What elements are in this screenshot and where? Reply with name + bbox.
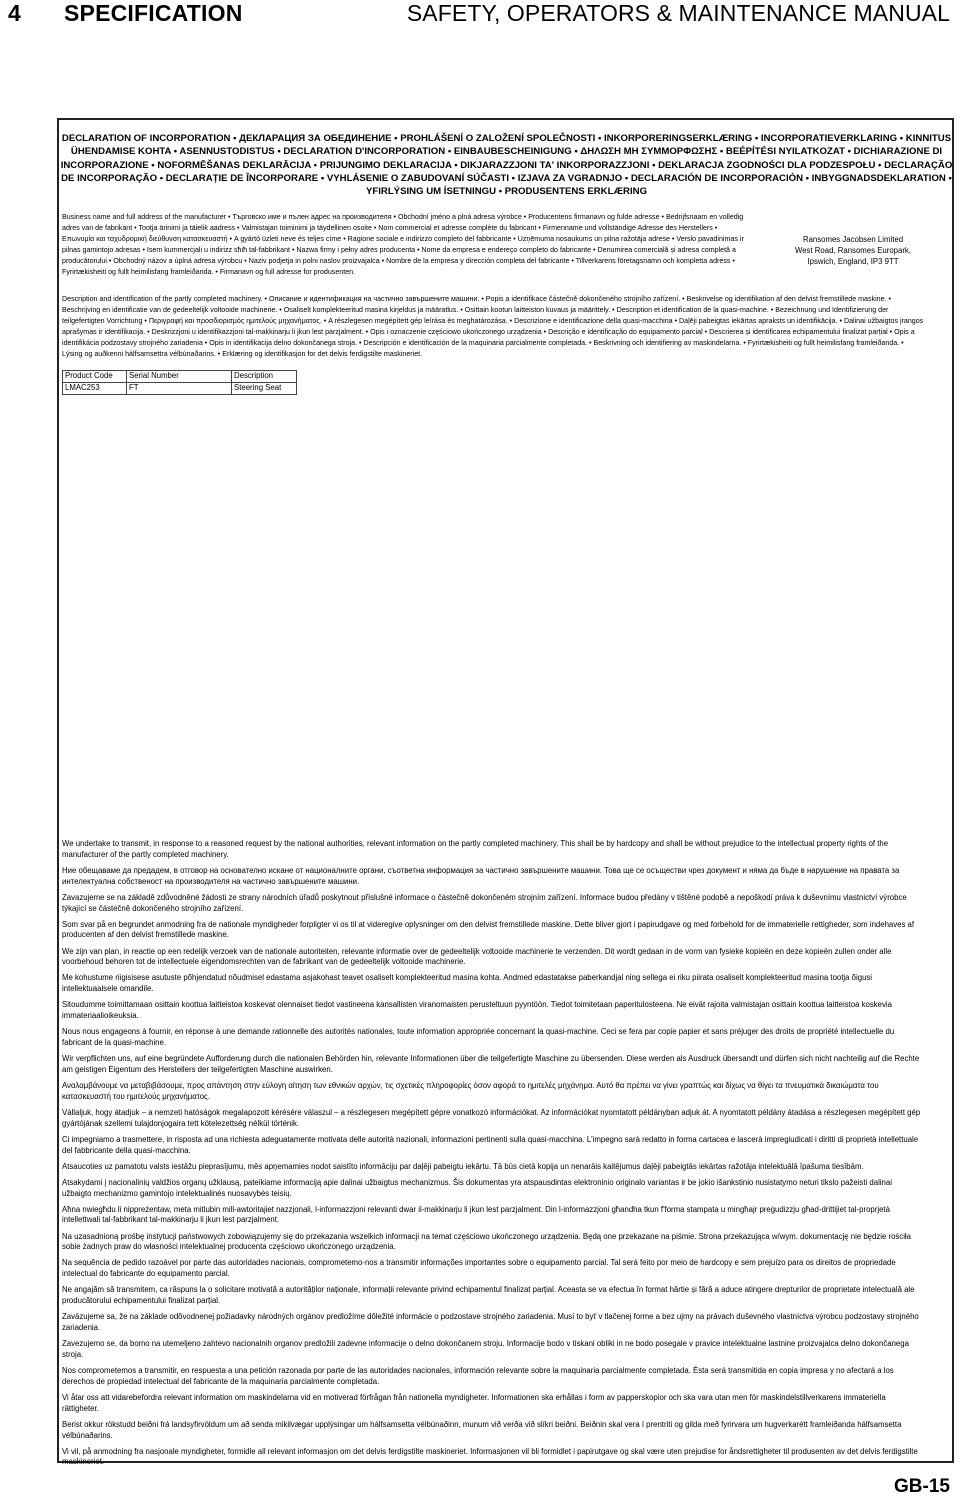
statement-sv: Vi åtar oss att vidarebefordra relevant information om maskindelarna vid en motiverad förfrågan från nationella myndigheter. Informationen ska erhållas i form av papperskopior och ska vara utan men för maskindelstillverkarens immateriella rättigheter. bbox=[62, 1392, 886, 1413]
header-product-code: Product Code bbox=[63, 371, 127, 383]
manufacturer-address bbox=[772, 235, 934, 267]
statement-bg: Ние обещаваме да предадем, в отговор на основателно искане от националните органи, съответна информация за частично завършените машини. Това ще се осъществи чрез документ и няма да бъде в нарушение на правата за интелектуална собственост на производителя на частично завършените машини. bbox=[62, 865, 900, 886]
statement-es: Nos comprometemos a transmitir, en respuesta a una petición razonada por parte de las autoridades nacionales, información relevante sobre la maquinaria parcialmente completada. Ésta será transmitida en copia impresa y no afectará a los derechos de propiedad intelectual del fabricante de la maquinaria parcialmente completada. bbox=[62, 1366, 894, 1386]
statement-hu: Vállaljuk, hogy átadjuk – a nemzeti hatóságok megalapozott kérésére válaszul – a részlegesen megépített gépre vonatkozó információkat. Az információkat nyomtatott példányban adjuk át. A nyomtatott példány átadása a részlegesen megépített gép gyártójának szellemi tulajdonjogaira tett kötelezettség nélkül történik. bbox=[62, 1107, 921, 1128]
statement-fr: Nous nous engageons à fournir, en réponse à une demande rationnelle des autorités nationales, toute information appropriée concernant la quasi-machine. Ceci se fera par copie papier et sans préjuger des droits de propriété intellectuelle du fabricant de la quasi-machine. bbox=[62, 1027, 895, 1048]
statement-en: We undertake to transmit, in response to a reasoned request by the national authorities, relevant information on the partly completed machinery. This shall be by hardcopy and shall be without prejudice to the intellectual property rights of the manufacturer of the partly completed machinery. bbox=[62, 839, 889, 859]
statement-sl: Zavezujemo se, da bomo na utemeljeno zahtevo nacionalnih organov predložili zadevne informacije o delno dokončanem stroju. Informacije bodo v tiskani obliki in ne bodo posegale v pravice intelektualne lastnine proizvajalca delno dokončanega stroja. bbox=[62, 1339, 909, 1359]
statement-et: Me kohustume riigisisese asutuste põhjendatud nõudmisel edastama asjakohast teavet osaliselt komplekteeritud masina kohta. Andmed edastatakse paberkandjal ning sellega ei riku piirata osaliselt komplekteeritud masina tootja õigusi intellektuaalsele omandile. bbox=[62, 973, 873, 994]
section-title: SPECIFICATION bbox=[64, 0, 243, 26]
cell-description: Steering Seat bbox=[232, 383, 297, 395]
cell-serial-number: FT bbox=[127, 383, 232, 395]
page-number: GB-15 bbox=[894, 1476, 950, 1497]
table-row bbox=[63, 383, 297, 395]
statement-sk: Zaväzujeme sa, že na základe odôvodnenej požiadavky národných orgánov predložíme dôležité informácie o podzostave strojného zariadenia. Musí to byť v tlačenej forme a bez ujmy na právach duševného vlastníctva výrobcu podzostavy strojného zariadenia. bbox=[62, 1312, 919, 1333]
statement-el: Αναλαμβάνουμε να μεταβιβάσουμε, προς απάντηση στην εύλογη αίτηση των εθνικών αρχών, τις σχετικές πληροφορίες όσον αφορά το ημιτελές μηχάνημα. Αυτό θα πρέπει να γίνει γραπτώς και δίχως να θίγει τα πνευματικά δικαιώματα του κατασκευαστή του ημιτελούς μηχανήματος. bbox=[62, 1081, 879, 1101]
address-line: Ipswich, England, IP3 9TT bbox=[807, 256, 899, 266]
statements-list bbox=[62, 839, 922, 1474]
statement-de: Wir verpflichten uns, auf eine begründete Aufforderung durch die nationalen Behörden hin, relevante Informationen über die teilgefertigte Maschine zu übersenden. Diese werden als Ausdruck übersandt und dürfen sich nicht nachteilig auf die Rechte am geistigen Eigentum des Herstellers der teilgefertigten Maschine auswirken. bbox=[62, 1054, 920, 1074]
cell-product-code: LMAC253 bbox=[63, 383, 127, 395]
statement-lt: Atsakydami į nacionalinių valdžios organų užklausą, pateikiame informaciją apie dalinai užbaigtus mechanizmus. Šis dokumentas yra atspausdintas elektroninio originalo variantas ir be jokio išankstinio nusistatymo neturi tikslo pažeisti dalinai užbaigto mechanizmo gamintojo intelektualinės nuosavybės teisių. bbox=[62, 1177, 892, 1198]
manual-title: SAFETY, OPERATORS & MAINTENANCE MANUAL bbox=[406, 0, 950, 26]
section-number: 4 bbox=[8, 0, 21, 26]
page-header bbox=[0, 0, 960, 30]
manufacturer-label: Business name and full address of the manufacturer • Търговско име и пълен адрес на производителя • Obchodní jméno a plná adresa výrobce • Producentens firmanavn og fulde adresse • Bedrijfsnaam en volledig adres van de fabrikant • Tootja ärinimi ja täielik aadress • Valmistajan toiminimi ja täydellinen osoite • Nom commercial et adresse complète du fabricant • Firmenname und vollständige Adresse des Herstellers • Επωνυμία και ταχυδρομική διεύθυνση κατασκευαστή • A gyártó üzleti neve és teljes címe • Ragione sociale e indirizzo completo del fabbricante • Uzņēmuma nosaukums un pilna ražotāja adrese • Verslo pavadinimas ir pilnas gamintojo adresas • Isem kummerċjali u indirizz sħiħ tal-fabbrikant • Nazwa firmy i pełny adres producenta • Nome da empresa e endereço completo do fabricante • Denumirea comercială și adresa completă a producătorului • Obchodný názov a úplná adresa výrobcu • Naziv podjetja in polni naslov proizvajalca • Nombre de la empresa y dirección completa del fabricante • Tillverkarens företagsnamn och kompletta adress • Fyrirtækisheiti og fullt heimilisfang framleiðanda. • Firmanavn og full adresse for produsenten. bbox=[62, 213, 744, 276]
declaration-title: DECLARATION OF INCORPORATION • ДЕКЛАРАЦИЯ ЗА ОБЕДИНЕНИЕ • PROHLÁŠENÍ O ZALOŽENÍ SPOLEČNOSTI • INKORPORERINGSERKLÆRING • INCORPORATIEVERKLARING • KINNITUS ÜHENDAMISE KOHTA • ASENNUSTODISTUS • DECLARATION D'INCORPORATION • EINBAUBESCHEINIGUNG • ΔΗΛΩΣΗ ΜΗ ΣΥΜΜΟΡΦΩΣΗΣ • BEÉPÍTÉSI NYILATKOZAT • DICHIARAZIONE DI INCORPORAZIONE • NOFORMĒŠANAS DEKLARĀCIJA • PRIJUNGIMO DEKLARACIJA • DIKJARAZZJONI TA' INKORPORAZZJONI • DEKLARACJA ZGODNOŚCI DLA PODZESPOŁU • DECLARAÇÃO DE INCORPORAÇÃO • DECLARAȚIE DE ÎNCORPORARE • VYHLÁSENIE O ZABUDOVANÍ SÚČASTI • IZJAVA ZA VGRADNJO • DECLARACIÓN DE INCORPORACIÓN • INBYGGNADSDEKLARATION • YFIRLÝSING UM ÍSETNINGU • PRODUSENTENS ERKLÆRING bbox=[60, 133, 953, 198]
statement-nl: We zijn van plan, in reactie op een redelijk verzoek van de nationale autoriteiten, relevante informatie over de gedeeltelijk voltooide machinerie te verzenden. Dit wordt gedaan in de vorm van fysieke kopieën en deze kopieën zullen onder alle voorbehoud behoren tot de intellectuele eigendomsrechten van de fabrikant van de gedeeltelijk voltooide machinerie. bbox=[62, 946, 892, 967]
statement-ro: Ne angajăm să transmitem, ca răspuns la o solicitare motivată a autorităților naționale, informații relevante privind echipamentul finalizat parțial. Aceasta se va efectua în format hârtie și fără a aduce atingere drepturilor de proprietate intelectuală ale producătorului echipamentului finalizat parțial. bbox=[62, 1285, 915, 1306]
statement-pl: Na uzasadnioną prośbę instytucji państwowych zobowiązujemy się do przekazania wszelkich informacji na temat częściowo ukończonego urządzenia. Będą one przekazane na piśmie. Strona przekazująca w/wym. dokumentację nie będzie rościła sobie żadnych praw do własności intelektualnej producenta częściowo ukończonego urządzenia. bbox=[62, 1231, 912, 1252]
statement-fi: Sitoudumme toimittamaan osittain koottua laitteistoa koskevat olennaiset tiedot vastineena kansallisten viranomaisten perusteltuun pyyntöön. Tiedot toimitetaan paperitulosteena. Ne eivät rajoita valmistajan osittain koottua laitteistoa koskevia immateriaalioikeuksia. bbox=[62, 1000, 892, 1021]
statement-pt: Na sequência de pedido razoável por parte das autoridades nacionais, comprometemo-nos a transmitir informações importantes sobre o equipamento parcial. Tal será feito por meio de hardcopy e sem prejuízo para os direitos de propriedade intelectual do fabricante do equipamento parcial. bbox=[62, 1258, 896, 1279]
table-header-row bbox=[63, 371, 297, 383]
statement-no: Vi vil, på anmodning fra nasjonale myndigheter, formidle all relevant informasjon om det delvis ferdigstilte maskineriet. Informasjonen vil bli formidlet i papirutgave og skal være uten prejudise for åndsrettigheter til produsenten av det delvis ferdigstilte maskineriet. bbox=[62, 1446, 918, 1467]
product-table bbox=[62, 370, 297, 395]
header-description: Description bbox=[232, 371, 297, 383]
statement-it: Ci impegniamo a trasmettere, in risposta ad una richiesta adeguatamente motivata delle autorità nazionali, informazioni pertinenti sulla quasi-macchina. L'impegno sarà redatto in forma cartacea e lascerà impregiudicati i diritti di proprietà intellettuale del fabbricante della quasi-macchina. bbox=[62, 1134, 919, 1155]
statement-cs: Zavazujeme se na základě zdůvodněné žádosti ze strany národních úřadů poskytnout příslušné informace o částečně dokončeném strojním zařízení. Informace budou předány v tištěné podobě a nepoškodí práva k duševnímu vlastnictví výrobce týkající se částečně dokončeného strojního zařízení. bbox=[62, 892, 907, 913]
statement-mt: Aħna nwiegħdu li nippreżentaw, meta mitlubin mill-awtoritajiet nazzjonali, l-informazzjoni relevanti dwar il-makkinarju li jkun lest parzjalment. Din l-informazzjoni għandha tkun f'forma stampata u mingħajr preġudizzju għad-drittijiet tal-proprjetà intellettwali tal-fabbrikant tal-makkinarju li jkun lest parzjalment. bbox=[62, 1204, 890, 1225]
statement-lv: Atsaucoties uz pamatotu valsts iestāžu pieprasījumu, mēs apņemamies nodot saistīto informāciju par daļēji pabeigtu iekārtu. Tā būs cietā kopija un nenarāis kaitējumus daļēji pabeigtās iekārtas ražotāja intelektuālā īpašuma tiesībām. bbox=[62, 1161, 864, 1171]
address-line: West Road, Ransomes Europark, bbox=[795, 245, 911, 255]
statement-is: Berist okkur rökstudd beiðni frá landsyfirvöldum um að senda mikilvægar upplýsingar um hálfsamsetta vélbúnaðinn, munum við verða við slíkri beiðni. Beiðnin skal vera í prentriti og gilda með fyrirvara um hugverkarétt framleiðanda hálfsamsetta vélbúnaðarins. bbox=[62, 1419, 902, 1440]
address-line: Ransomes Jacobsen Limited bbox=[802, 235, 904, 244]
statement-da: Som svar på en begrundet anmodning fra de nationale myndigheder forpligter vi os til at videregive oplysninger om den delvist fremstillede maskine. Dette bliver gjort i papirudgave og med forbehold for de immaterielle rettigheder, som indehaves af producenten af den delvist fremstillede maskine. bbox=[62, 919, 915, 940]
header-serial-number: Serial Number bbox=[127, 371, 232, 383]
description-label: Description and identification of the partly completed machinery. • Описание и идентификация на частично завършените машини. • Popis a identifikace částečně dokončeného strojního zařízení. • Beskrivelse og identifikation af den delvist fremstillede maskine. • Beschrijving en identificatie van de gedeeltelijk voltooide machinerie. • Osaliselt komplekteeritud masina kirjeldus ja määratlus. • Osittain kootun laitteiston kuvaus ja määrittely. • Description et identification de la quasi-machine. • Bezeichnung und Identifizierung der teilgefertigten Vorrichtung • Περιγραφή και προσδιορισμός ημιτελούς μηχανήματος. • A részlegesen megépített gép leírása és meghatározása. • Descrizione e identificazione della quasi-macchina • Daļēji pabeigtas iekārtas apraksts un identifikācija. • Dalinai užbaigtos įrangos aprašymas ir identifikacija. • Deskrizzjoni u identifikazzjoni tal-makkinarju li jkun lest parzjalment. • Opis i oznaczenie częściowo ukończonego urządzenia • Descrição e identificação do equipamento parcial • Descrierea și identificarea echipamentului finalizat parțial • Opis a identifikácia podzostavy strojného zariadenia • Opis in identifikacija delno dokončanega stroja. • Descripción e identificación de la maquinaria parcialmente completada. • Beskrivning och identifiering av maskindelarna. • Fyrirtækisheiti og fullt heimilisfang framleiðanda. • Lýsing og auðkenni hálfsamsettra vélbúnaðarins. • Erklæring og identifikasjon for det delvis ferdigstilte maskineriet. bbox=[62, 295, 924, 358]
